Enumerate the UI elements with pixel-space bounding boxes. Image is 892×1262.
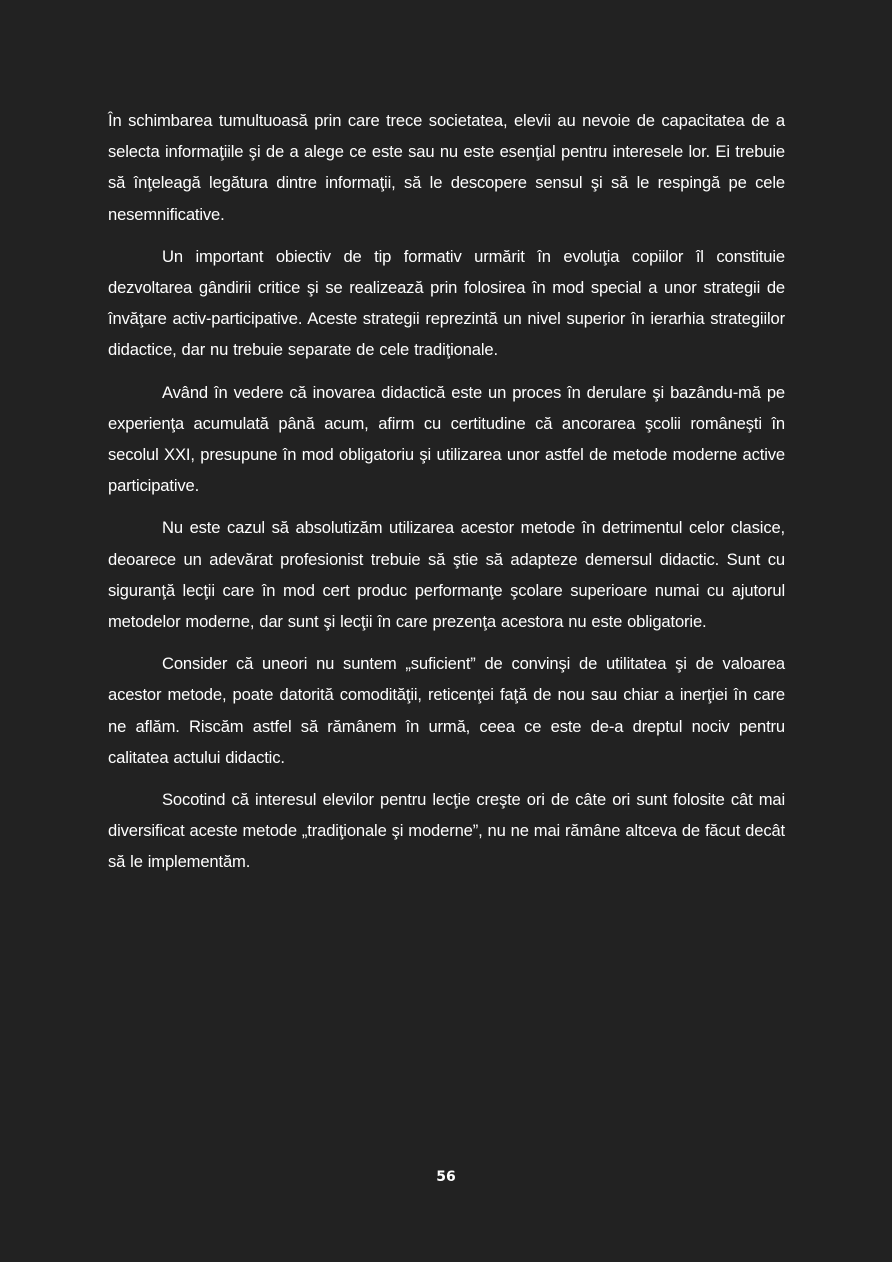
paragraph-5: Consider că uneori nu suntem „suficient” de convinşi de utilitatea şi de valoarea acestor metode, poate datorită comodităţii, reticenţei faţă de nou sau chiar a inerţiei în care ne aflăm. Riscăm astfel să rămânem în urmă, ceea ce este de-a dreptul nociv pentru calitatea actului didactic. (108, 654, 785, 767)
paragraph-3: Având în vedere că inovarea didactică este un proces în derulare şi bazându-mă pe experienţa acumulată până acum, afirm cu certitudine că ancorarea şcolii româneşti în secolul XXI, presupune în mod obligatoriu şi utilizarea unor astfel de metode moderne active participative. (108, 382, 785, 496)
paragraph-6: Socotind că interesul elevilor pentru lecţie creşte ori de câte ori sunt folosite cât mai diversificat aceste metode „tradiţionale şi moderne”, nu ne mai rămâne altceva de făcut decât să le implementăm. (108, 790, 785, 872)
body-text (108, 105, 785, 889)
paragraph-2: Un important obiectiv de tip formativ urmărit în evoluţia copiilor îl constituie dezvoltarea gândirii critice şi se realizează prin folosirea în mod special a unor strategii de învăţare activ-participative. Aceste strategii reprezintă un nivel superior în ierarhia strategiilor didactice, dar nu trebuie separate de cele tradiţionale. (108, 246, 785, 360)
page-number: 56 (436, 1169, 456, 1185)
paragraph-4: Nu este cazul să absolutizăm utilizarea acestor metode în detrimentul celor clasice, deoarece un adevărat profesionist trebuie să ştie să adapteze demersul didactic. Sunt cu siguranţă lecţii care în mod cert produc performanţe şcolare superioare numai cu ajutorul metodelor moderne, dar sunt şi lecţii în care prezenţa acestora nu este obligatorie. (108, 518, 785, 632)
paragraph-1: În schimbarea tumultuoasă prin care trece societatea, elevii au nevoie de capacitatea de a selecta informaţiile şi de a alege ce este sau nu este esenţial pentru interesele lor. Ei trebuie să înţeleagă legătura dintre informaţii, să le descopere sensul şi să le respingă pe cele nesemnificative. (108, 111, 785, 224)
